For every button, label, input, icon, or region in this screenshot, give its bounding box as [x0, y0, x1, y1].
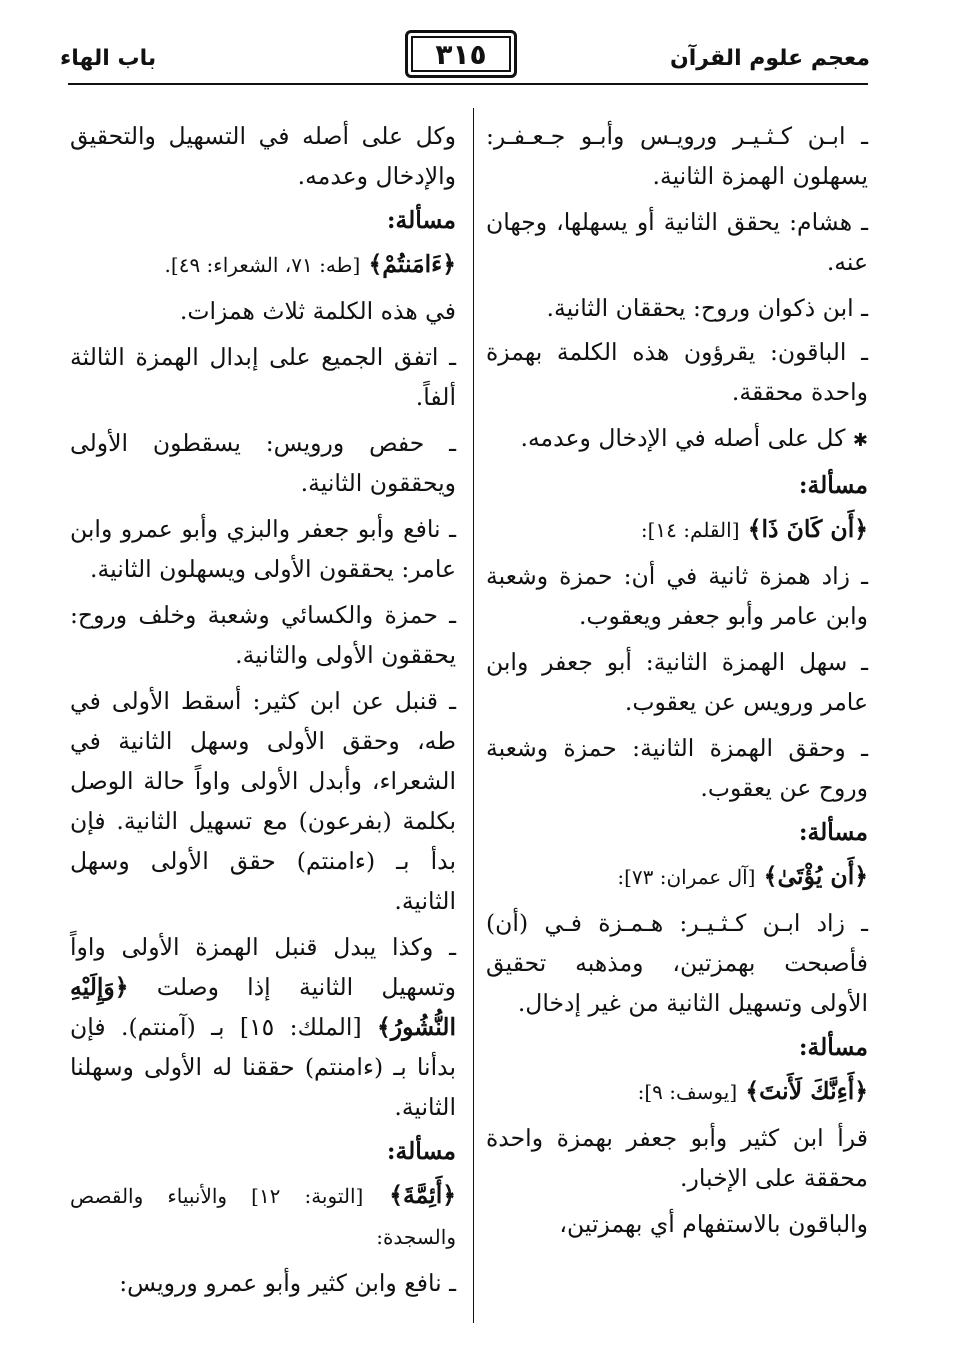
verse-reference: [الملك: ١٥]: [239, 1013, 362, 1041]
paragraph-text: ـ وكذا يبدل قنبل الهمزة الأولى واواً وتسهيل الثانية إذا وصلت: [70, 933, 456, 1001]
star-icon: ✱: [852, 430, 868, 451]
verse-text: ﴿ءَامَنتُمْ﴾: [368, 250, 456, 278]
verse-text: ﴿أَن يُؤْتَىٰ﴾: [763, 862, 868, 890]
verse-line: [486, 1071, 868, 1112]
verse-reference: [آل عمران: ٧٣]:: [617, 865, 756, 889]
paragraph: ـ حمزة والكسائي وشعبة وخلف وروح: يحققون الأولى والثانية.: [70, 601, 456, 669]
paragraph-text: كل على أصله في الإدخال وعدمه.: [520, 424, 846, 452]
paragraph: ـ ابن ذكوان وروح: يحققان الثانية.: [546, 294, 868, 322]
book-title: معجم علوم القرآن: [669, 46, 870, 71]
verse-reference: [القلم: ١٤]:: [640, 518, 740, 542]
verse-line: [486, 509, 868, 550]
paragraph: ـ سهل الهمزة الثانية: أبو جعفر وابن عامر ورويس عن يعقوب.: [486, 648, 868, 716]
verse-text: ﴿أَئِمَّةَ﴾: [389, 1181, 456, 1209]
paragraph: وكل على أصله في التسهيل والتحقيق والإدخال وعدمه.: [70, 122, 456, 190]
paragraph: ـ حفص ورويس: يسقطون الأولى ويحققون الثانية.: [70, 429, 456, 497]
section-heading: مسألة:: [798, 471, 868, 499]
paragraph: ـ هشام: يحقق الثانية أو يسهلها، وجهان عنه.: [486, 208, 868, 276]
section-heading: مسألة:: [798, 1033, 868, 1061]
paragraph: ـ اتفق الجميع على إبدال الهمزة الثالثة ألفاً.: [70, 343, 456, 411]
verse-line: [486, 856, 868, 897]
verse-text: ﴿أَن كَانَ ذَا﴾: [747, 515, 868, 543]
paragraph: والباقون بالاستفهام أي بهمزتين،: [559, 1210, 868, 1238]
paragraph-text: بـ (آمنتم). فإن بدأنا بـ (ءامنتم) حققنا له الأولى وسهلنا الثانية.: [70, 1013, 456, 1121]
section-heading: مسألة:: [386, 1137, 456, 1165]
paragraph: ـ نافع وأبو جعفر والبزي وأبو عمرو وابن عامر: يحققون الأولى ويسهلون الثانية.: [70, 515, 456, 583]
paragraph: ـ وحقق الهمزة الثانية: حمزة وشعبة وروح عن يعقوب.: [486, 734, 868, 802]
chapter-title: باب الهاء: [60, 46, 157, 71]
section-heading: مسألة:: [386, 206, 456, 234]
paragraph: [70, 927, 456, 1127]
paragraph: قرأ ابن كثير وأبو جعفر بهمزة واحدة محققة على الإخبار.: [486, 1124, 868, 1192]
paragraph: ـ زاد ابـن كـثـيـر: هـمـزة فـي (أن) فأصبحت بهمزتين، ومذهبه تحقيق الأولى وتسهيل الثانية من غير إدخال.: [486, 909, 868, 1017]
left-column: [70, 116, 456, 1309]
verse-line: [70, 1175, 456, 1257]
verse-reference: [التوبة: ١٢] والأنبياء والقصص والسجدة:: [70, 1184, 456, 1249]
page-header: [60, 30, 870, 90]
paragraph: [486, 418, 868, 461]
page-number: [405, 30, 517, 78]
paragraph: ـ قنبل عن ابن كثير: أسقط الأولى في طه، وحقق الأولى وسهل الثانية في الشعراء، وأبدل الأولى واواً حالة الوصل بكلمة (بفرعون) مع تسهيل الثانية. فإن بدأ بـ (ءامنتم) حقق الأولى وسهل الثانية.: [70, 687, 456, 915]
paragraph: في هذه الكلمة ثلاث همزات.: [179, 297, 456, 325]
verse-line: [70, 244, 456, 285]
page-number-text: ٣١٥: [435, 37, 487, 71]
verse-reference: [طه: ٧١، الشعراء: ٤٩].: [164, 253, 361, 277]
paragraph: ـ ابـن كـثـيـر ورويـس وأبـو جـعـفـر: يسهلون الهمزة الثانية.: [486, 122, 868, 190]
column-divider: [473, 108, 474, 1323]
paragraph: ـ الباقون: يقرؤون هذه الكلمة بهمزة واحدة محققة.: [486, 338, 868, 406]
paragraph: ـ نافع وابن كثير وأبو عمرو ورويس:: [119, 1269, 456, 1297]
paragraph: ـ زاد همزة ثانية في أن: حمزة وشعبة وابن عامر وأبو جعفر ويعقوب.: [486, 562, 868, 630]
section-heading: مسألة:: [798, 818, 868, 846]
header-rule: [68, 83, 868, 85]
verse-text: ﴿وَإِلَيْهِ النُّشُورُ﴾: [70, 973, 456, 1041]
verse-text: ﴿أَءِنَّكَ لَأَنتَ﴾: [745, 1077, 868, 1105]
verse-reference: [يوسف: ٩]:: [637, 1080, 738, 1104]
right-column: [486, 116, 868, 1250]
